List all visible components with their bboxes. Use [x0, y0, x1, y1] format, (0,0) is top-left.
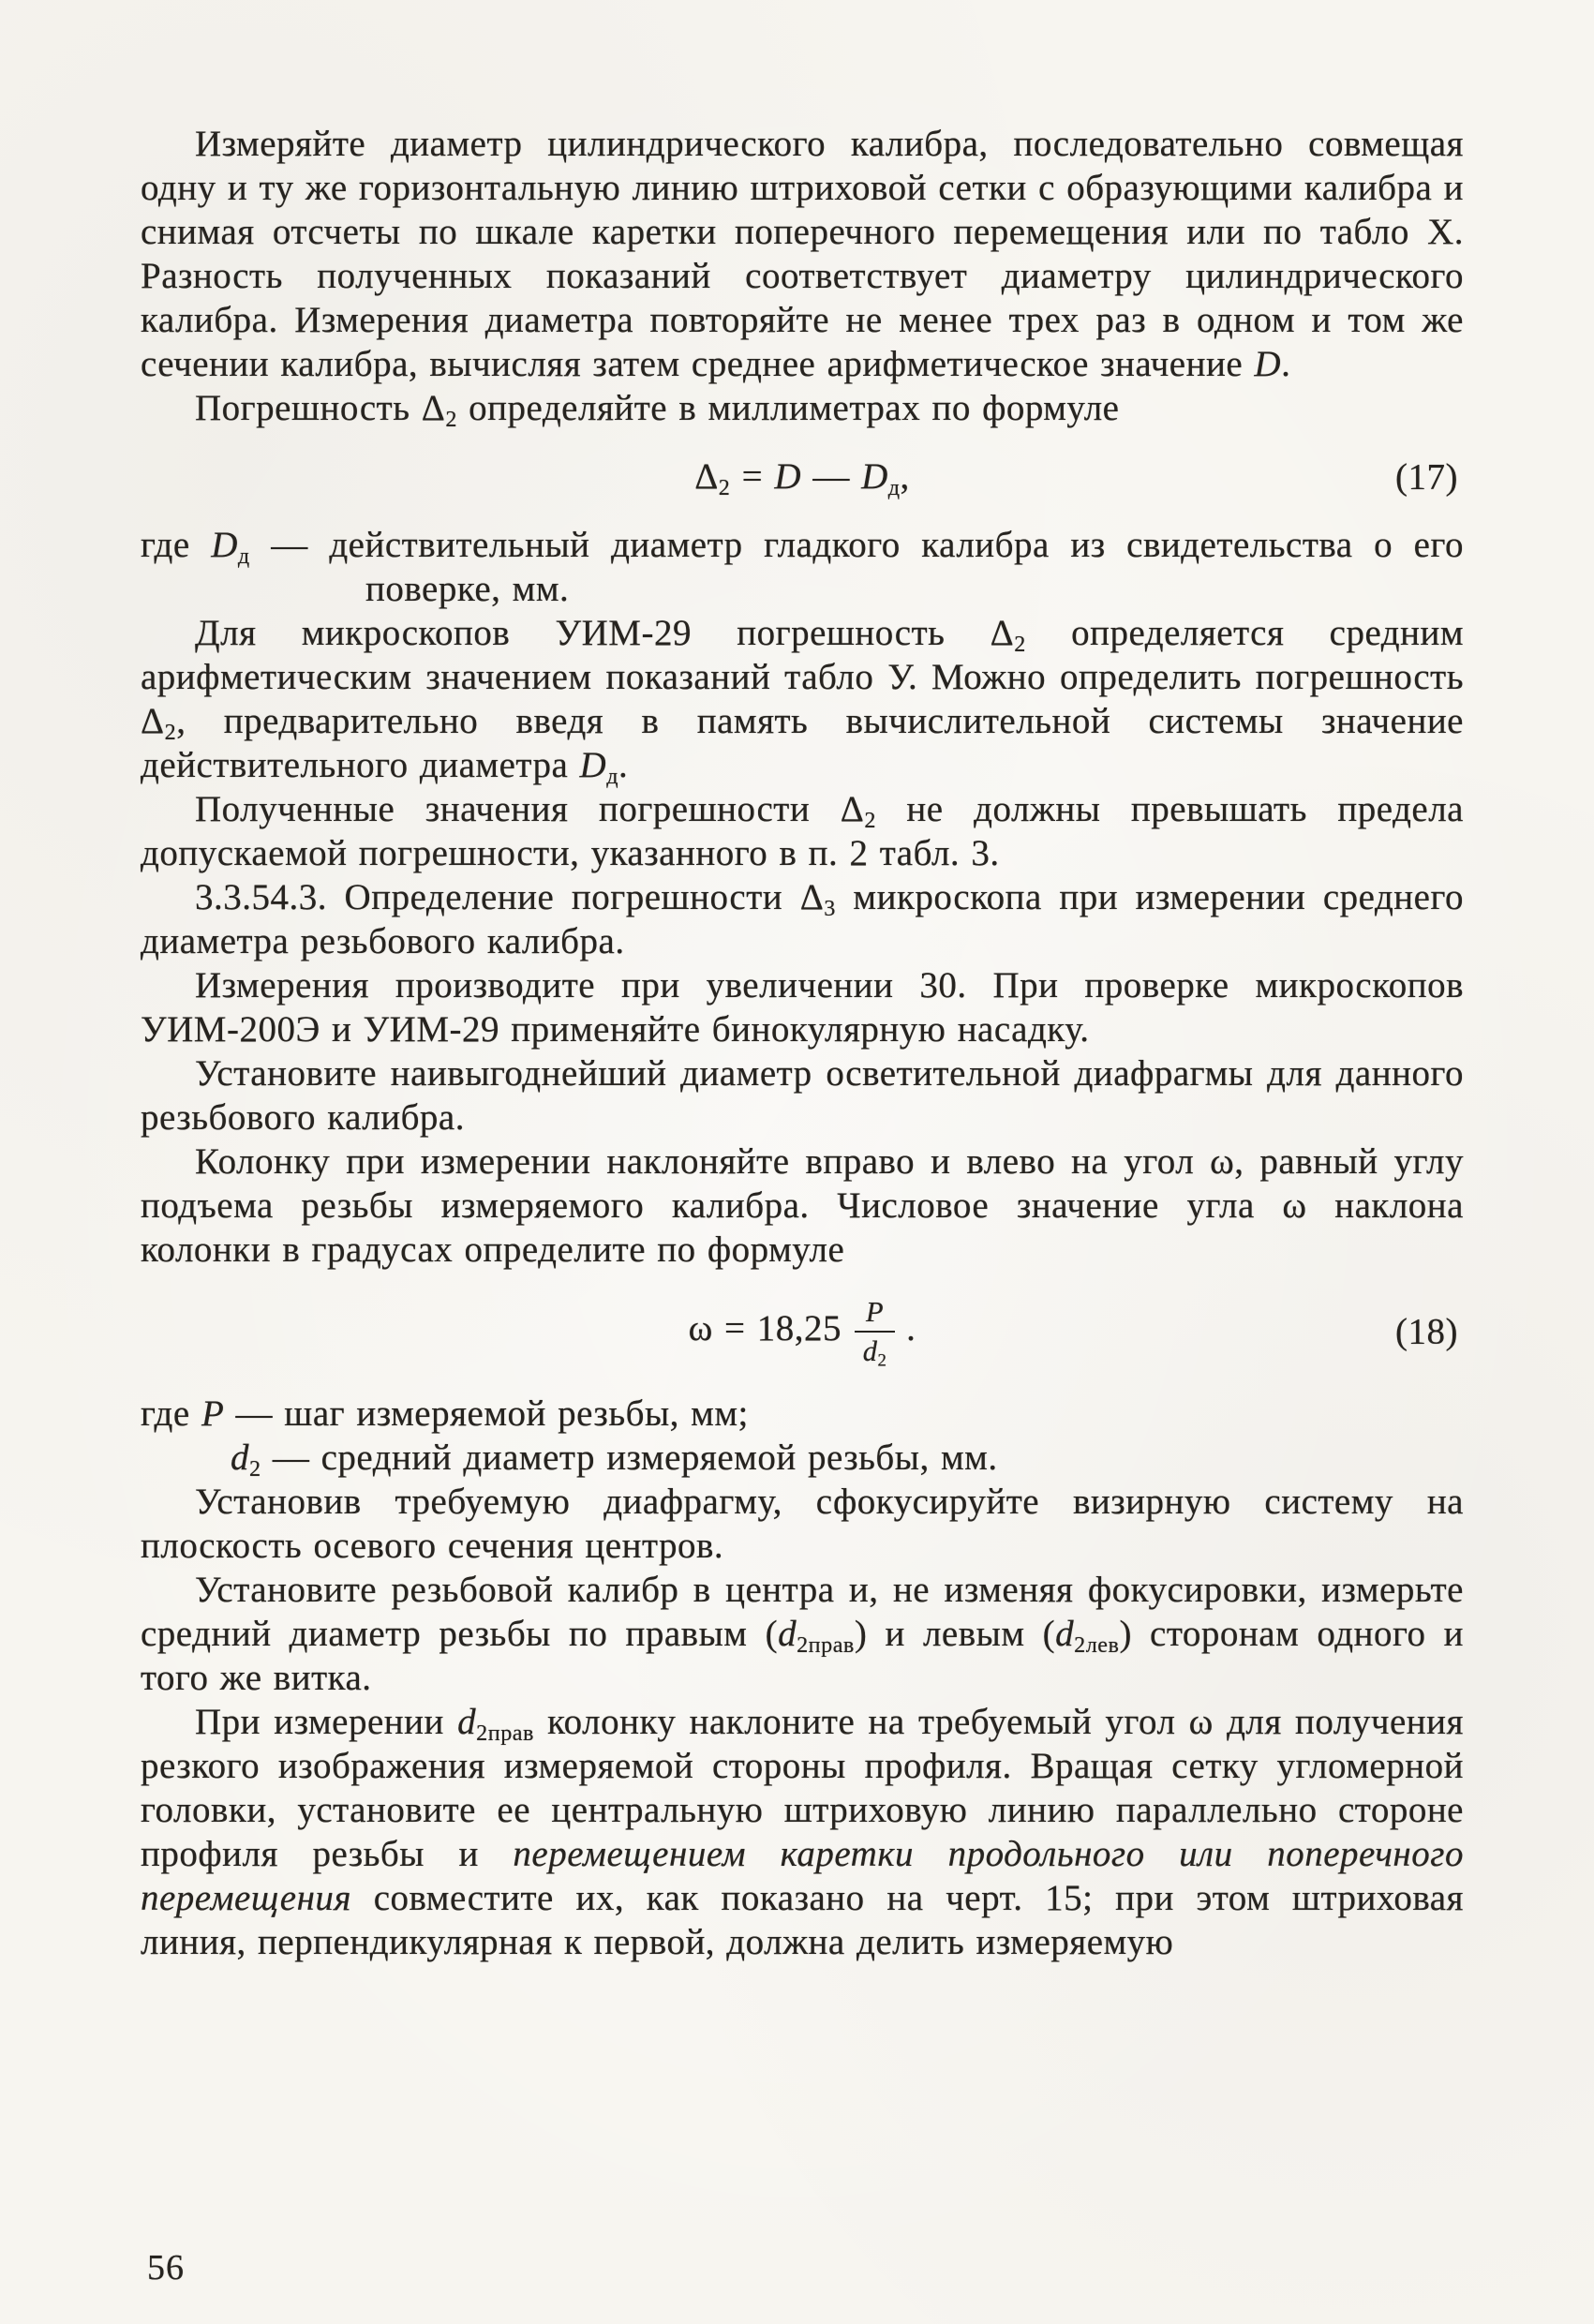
formula-17-expression: $\Delta_2 = D$ — $D_д$,: [694, 456, 910, 500]
where-clause-formula-18-line-1: где P — шаг измеряемой резьбы, мм;: [141, 1393, 749, 1435]
text-block: [141, 122, 1464, 1964]
paragraph-column-tilt: Колонку при измерении наклоняйте вправо и влево на угол ω, равный углу подъема резьбы измеряемого калибра. Числовое значение угла ω наклона колонки в градусах определите по формуле: [141, 1141, 1464, 1270]
paragraph-magnification-30: Измерения производите при увеличении 30. При проверке микроскопов УИМ-200Э и УИМ-29 применяйте бинокулярную насадку.: [141, 965, 1464, 1050]
fraction-numerator: P: [855, 1296, 895, 1333]
where-clause-formula-17: где $D_д$ — действительный диаметр гладкого калибра из свидетельства о его поверке, мм.: [141, 525, 1464, 609]
paragraph-error-delta2-intro: Погрешность $\Delta_2$ определяйте в миллиметрах по формуле: [195, 388, 1120, 432]
paragraph-d2prav-measurement: При измерении $d_{2прав}$ колонку наклоните на требуемый угол ω для получения резкого изображения измеряемой стороны профиля. Вращая сетку угломерной головки, установите ее центральную штриховую линию параллельно стороне профиля резьбы и перемещением каретки продольного или поперечного перемещения совместите их, как показано на черт. 15; при этом штриховая линия, перпендикулярная к первой, должна делить измеряемую: [141, 1702, 1464, 1963]
formula-18-lhs: ω = 18,25: [688, 1308, 842, 1349]
paragraph-error-limits: Полученные значения погрешности $\Delta_2$ не должны превышать предела допускаемой погрешности, указанного в п. 2 табл. 3.: [141, 789, 1464, 873]
formula-18-tail: .: [906, 1308, 916, 1349]
where-clause-formula-18-line-2: $d_2$ — средний диаметр измеряемой резьбы, мм.: [231, 1438, 998, 1482]
formula-18: [141, 1296, 1464, 1371]
paragraph-diaphragm-setup: Установите наивыгоднейший диаметр осветительной диафрагмы для данного резьбового калибра.: [141, 1053, 1464, 1138]
paragraph-section-3-3-54-3: 3.3.54.3. Определение погрешности $\Delta_3$ микроскопа при измерении среднего диаметра резьбового калибра.: [141, 877, 1464, 961]
paragraph-thread-gauge-centers: Установите резьбовой калибр в центра и, не изменяя фокусировки, измерьте средний диаметр резьбы по правым $(d_{2прав})$ и левым $(d_{2лев})$ сторонам одного и того же витка.: [141, 1570, 1464, 1699]
paragraph-focus-system: Установив требуемую диафрагму, сфокусируйте визирную систему на плоскость осевого сечения центров.: [141, 1482, 1464, 1567]
formula-17: [141, 454, 1464, 499]
paragraph-uim29-error: Для микроскопов УИМ-29 погрешность $\Delta_2$ определяется средним арифметическим значением показаний табло У. Можно определить погрешность $\Delta_2$, предварительно введя в память вычислительной системы значение действительного диаметра $D_д$.: [141, 613, 1465, 789]
fraction-denominator: $d_2$: [862, 1335, 887, 1371]
page-number: 56: [147, 2248, 185, 2287]
formula-18-fraction: [855, 1296, 895, 1371]
paragraph-cylindrical-gauge-measurement: Измеряйте диаметр цилиндрического калибра, последовательно совмещая одну и ту же горизонтальную линию штриховой сетки с образующими калибра и снимая отсчеты по шкале каретки поперечного перемещения или по табло X. Разность полученных показаний соответствует диаметру цилиндрического калибра. Измерения диаметра повторяйте не менее трех раз в одном и том же сечении калибра, вычисляя затем среднее арифметическое значение D.: [141, 124, 1464, 384]
formula-17-number: (17): [1395, 456, 1458, 497]
formula-18-number: (18): [1395, 1311, 1458, 1352]
